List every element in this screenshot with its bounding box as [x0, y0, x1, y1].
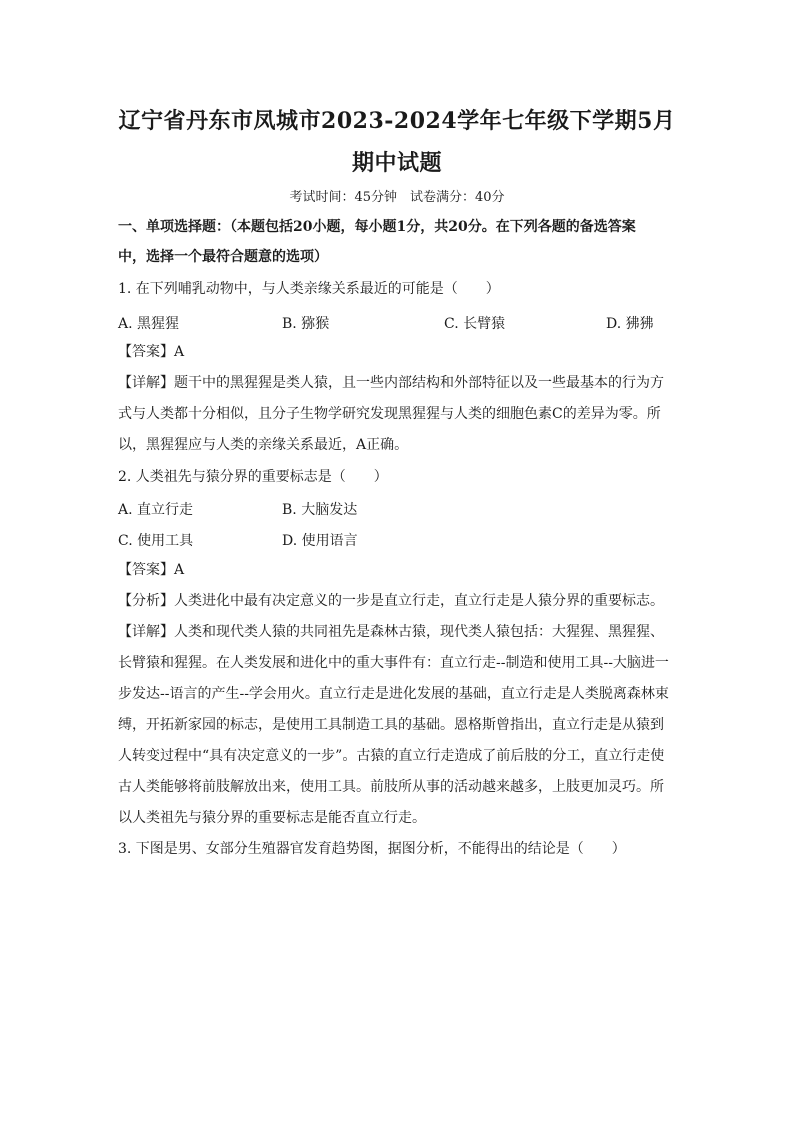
document-title-line1: 辽宁省丹东市凤城市2023-2024学年七年级下学期5月	[118, 108, 676, 134]
question-2-explain-line7: 以人类祖先与猿分界的重要标志是能否直立行走。	[118, 810, 426, 826]
question-1-option-c: C. 长臂猿	[444, 316, 506, 332]
question-1-explain-line2: 式与人类都十分相似，且分子生物学研究发现黑猩猩与人类的细胞色素C的差异为零。所	[118, 406, 661, 422]
question-2-explain-line4: 缚，开拓新家园的标志，是使用工具制造工具的基础。恩格斯曾指出，直立行走是从猿到	[118, 717, 664, 733]
question-1-explain-line1: 【详解】题干中的黑猩猩是类人猿，且一些内部结构和外部特征以及一些最基本的行为方	[118, 375, 664, 391]
question-2-option-b: B. 大脑发达	[282, 502, 358, 518]
question-1-answer: 【答案】A	[118, 344, 185, 360]
question-1-explain-line3: 以，黑猩猩应与人类的亲缘关系最近，A正确。	[118, 437, 409, 453]
question-2-explain-line1: 【详解】人类和现代类人猿的共同祖先是森林古猿，现代类人猿包括：大猩猩、黑猩猩、	[118, 624, 664, 640]
question-2-stem: 2. 人类祖先与猿分界的重要标志是（ ）	[118, 469, 388, 485]
question-3-stem: 3. 下图是男、女部分生殖器官发育趋势图，据图分析，不能得出的结论是（ ）	[118, 841, 626, 857]
question-1-option-a: A. 黑猩猩	[118, 316, 180, 332]
question-2-explain-line2: 长臂猿和猩猩。在人类发展和进化中的重大事件有：直立行走--制造和使用工具--大脑进一	[118, 655, 669, 671]
question-1-option-b: B. 猕猴	[282, 316, 330, 332]
question-2-explain-line3: 步发达--语言的产生--学会用火。直立行走是进化发展的基础，直立行走是人类脱离森林束	[118, 686, 669, 702]
section-heading-line2: 中，选择一个最符合题意的选项）	[118, 249, 328, 265]
question-1-option-d: D. 狒狒	[606, 316, 654, 332]
question-2-option-d: D. 使用语言	[282, 533, 358, 549]
question-2-explain-line6: 古人类能够将前肢解放出来，使用工具。前肢所从事的活动越来越多，上肢更加灵巧。所	[118, 779, 664, 795]
question-2-answer: 【答案】A	[118, 562, 185, 578]
question-2-option-c: C. 使用工具	[118, 533, 194, 549]
question-2-option-a: A. 直立行走	[118, 502, 194, 518]
question-2-explain-line5: 人转变过程中“具有决定意义的一步”。古猿的直立行走造成了前后肢的分工，直立行走使	[118, 748, 665, 764]
exam-meta: 考试时间：45分钟 试卷满分：40分	[289, 190, 505, 205]
question-1-stem: 1. 在下列哺乳动物中，与人类亲缘关系最近的可能是（ ）	[118, 281, 500, 297]
document-title-line2: 期中试题	[351, 150, 442, 176]
section-heading-line1: 一、单项选择题：（本题包括20小题，每小题1分，共20分。在下列各题的备选答案	[118, 219, 636, 235]
question-2-analysis: 【分析】人类进化中最有决定意义的一步是直立行走，直立行走是人猿分界的重要标志。	[118, 593, 664, 609]
